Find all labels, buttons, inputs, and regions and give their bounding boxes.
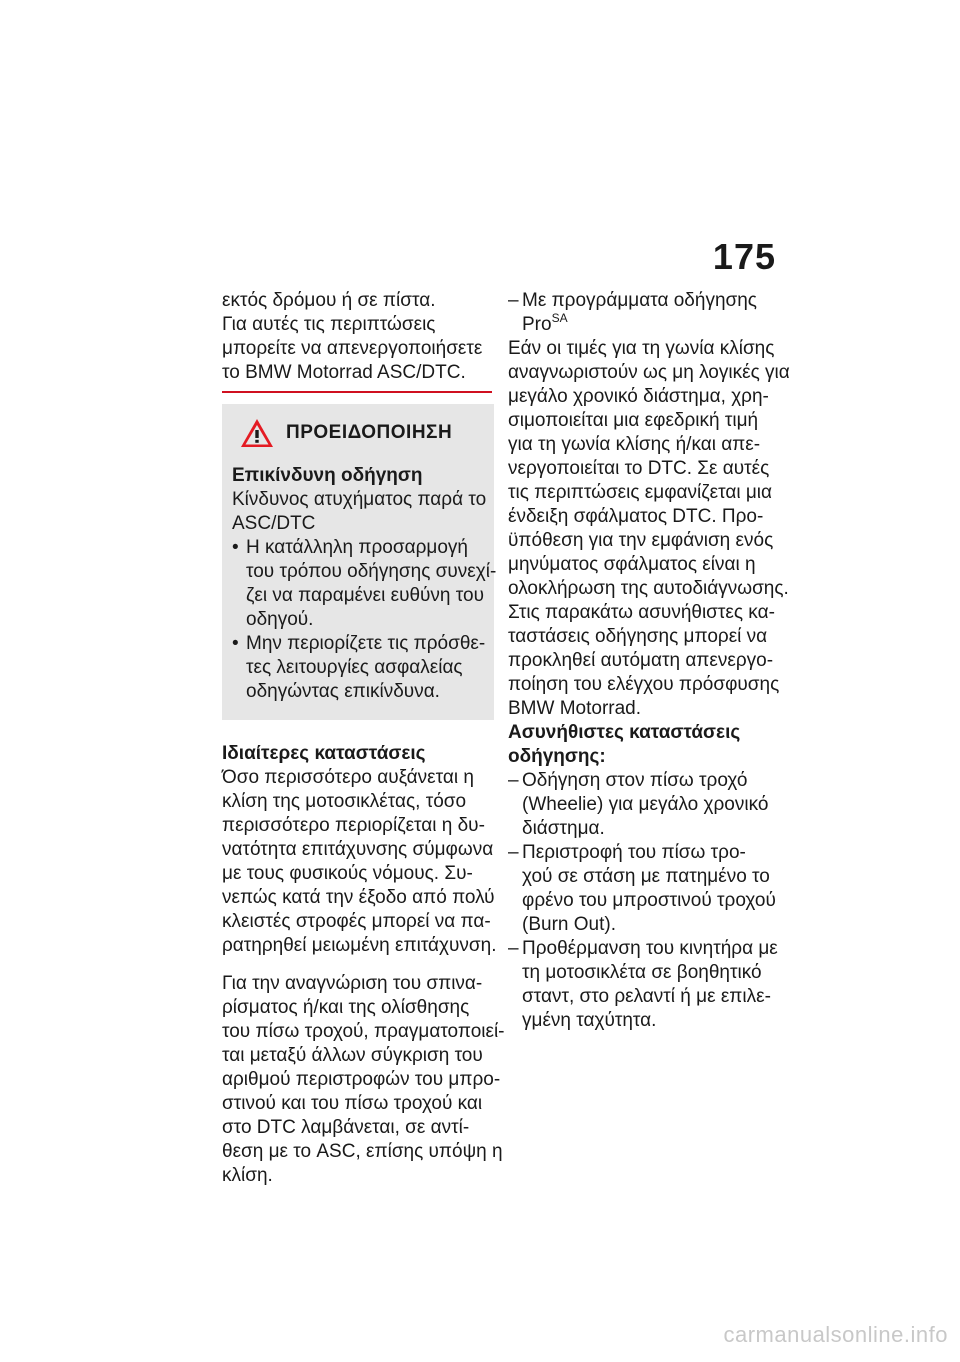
warning-bullet [232, 536, 497, 632]
bullet-icon: • [232, 537, 239, 558]
intro-text [222, 289, 494, 385]
right-column [508, 289, 790, 1033]
text-line: μηνύματος σφάλματος είναι η [508, 554, 756, 575]
text-line: Οδήγηση στον πίσω τροχό [522, 770, 748, 791]
text-line: το BMW Motorrad ASC/DTC. [222, 362, 466, 383]
text-line: ταστάσεις οδήγησης μπορεί να [508, 626, 768, 647]
text-line: οδηγώντας επικίνδυνα. [246, 681, 440, 702]
text-line: εκτός δρόμου ή σε πίστα. [222, 290, 436, 311]
sa-superscript: SA [551, 311, 568, 325]
dash-icon: – [508, 290, 519, 311]
text-line: τις περιπτώσεις εμφανίζεται μια [508, 482, 772, 503]
text-line: τη μοτοσικλέτα σε βοηθητικό [522, 962, 762, 983]
paragraph [222, 766, 497, 958]
text-line: για τη γωνία κλίσης ή/και απε- [508, 434, 761, 455]
dash-icon: – [508, 770, 519, 791]
dash-icon: – [508, 842, 519, 863]
text-line: σταντ, στο ρελαντί ή με επιλε- [522, 986, 771, 1007]
text-line: Μην περιορίζετε τις πρόσθε- [246, 633, 486, 654]
text-line: οδηγού. [246, 609, 314, 630]
text-line: αναγνωριστούν ως μη λογικές για [508, 362, 790, 383]
text-line: αριθμού περιστροφών του μπρο- [222, 1069, 501, 1090]
watermark-logo[interactable]: carmanualsonline.info [723, 1322, 948, 1347]
text-line: νεπώς κατά την έξοδο από πολύ [222, 887, 495, 908]
text-line: ρατηρηθεί μειωμένη επιτάχυνση. [222, 935, 497, 956]
text-line: Περιστροφή του πίσω τρο- [522, 842, 746, 863]
text-line: Εάν οι τιμές για τη γωνία κλίσης [508, 338, 775, 359]
text-line: μεγάλο χρονικό διάστημα, χρη- [508, 386, 769, 407]
section-heading: Ιδιαίτερες καταστάσεις [222, 743, 426, 764]
page-number: 175 [712, 236, 776, 277]
pro-label: Pro [522, 314, 552, 335]
paragraph [508, 337, 790, 721]
text-line: ϋπόθεση για την εμφάνιση ενός [508, 530, 774, 551]
text-line: ένδειξη σφάλματος DTC. Προ- [508, 506, 764, 527]
warning-box [222, 404, 497, 720]
text-line [522, 313, 757, 337]
text-line: ζει να παραμένει ευθύνη του [246, 585, 484, 606]
warning-subtitle: Κίνδυνος ατυχήματος παρά το [232, 489, 487, 510]
text-line: BMW Motorrad. [508, 698, 642, 719]
text-line: του πίσω τροχού, πραγματοποιεί- [222, 1021, 505, 1042]
text-line: νεργοποιείται το DTC. Σε αυτές [508, 458, 770, 479]
paragraph [222, 972, 505, 1188]
section-heading: Ασυνήθιστες καταστάσεις [508, 722, 741, 743]
text-line: Με προγράμματα οδήγησης [522, 290, 757, 311]
text-line: φρένο του μπροστινού τροχού [522, 890, 776, 911]
text-line: στινού και του πίσω τροχού και [222, 1093, 483, 1114]
warning-subtitle: ASC/DTC [232, 513, 316, 534]
text-line: ολοκλήρωση της αυτοδιάγνωσης. [508, 578, 789, 599]
text-line: με τους φυσικούς νόμους. Συ- [222, 863, 473, 884]
text-line: κλίση της μοτοσικλέτας, τόσο [222, 791, 467, 812]
text-line: σιμοποιείται μια εφεδρική τιμή [508, 410, 759, 431]
text-line: ρίσματος ή/και της ολίσθησης [222, 997, 470, 1018]
section-heading: οδήγησης: [508, 746, 606, 767]
warning-header [232, 418, 484, 448]
text-line: Για την αναγνώριση του σπινα- [222, 973, 483, 994]
warning-heading: Επικίνδυνη οδήγηση [232, 465, 423, 486]
warning-title: ΠΡΟΕΙΔΟΠΟΙΗΣΗ [286, 422, 453, 443]
text-line: Η κατάλληλη προσαρμογή [246, 537, 468, 558]
text-line: Προθέρμανση του κινητήρα με [522, 938, 778, 959]
text-line: νατότητα επιτάχυνσης σύμφωνα [222, 839, 494, 860]
red-divider [222, 391, 492, 393]
dash-list-item [508, 841, 780, 937]
text-line: Όσο περισσότερο αυξάνεται η [222, 767, 474, 788]
text-line: τες λειτουργίες ασφαλείας [246, 657, 463, 678]
text-line: διάστημα. [522, 818, 605, 839]
dash-icon: – [508, 938, 519, 959]
dash-list-item [508, 289, 780, 337]
dash-list-item [508, 769, 780, 841]
text-line: (Burn Out). [522, 914, 616, 935]
text-line: ποίηση του ελέγχου πρόσφυσης [508, 674, 780, 695]
text-line: Για αυτές τις περιπτώσεις [222, 314, 436, 335]
text-line: μπορείτε να απενεργοποιήσετε [222, 338, 483, 359]
warning-triangle-icon [240, 418, 274, 448]
warning-bullet [232, 632, 484, 704]
text-line: περισσότερο περιορίζεται η δυ- [222, 815, 485, 836]
dash-list-item [508, 937, 780, 1033]
text-line: προκληθεί αυτόματη απενεργο- [508, 650, 774, 671]
text-line: χού σε στάση με πατημένο το [522, 866, 770, 887]
text-line: στο DTC λαμβάνεται, σε αντί- [222, 1117, 470, 1138]
bullet-icon: • [232, 633, 239, 654]
left-column [222, 289, 505, 1188]
text-line: του τρόπου οδήγησης συνεχί- [246, 561, 497, 582]
text-line: κλίση. [222, 1165, 273, 1186]
text-line: Στις παρακάτω ασυνήθιστες κα- [508, 602, 775, 623]
text-line: ται μεταξύ άλλων σύγκριση του [222, 1045, 483, 1066]
text-line: κλειστές στροφές μπορεί να πα- [222, 911, 491, 932]
text-line: (Wheelie) για μεγάλο χρονικό [522, 794, 769, 815]
text-line: γμένη ταχύτητα. [522, 1010, 657, 1031]
text-line: θεση με το ASC, επίσης υπόψη η [222, 1141, 503, 1162]
